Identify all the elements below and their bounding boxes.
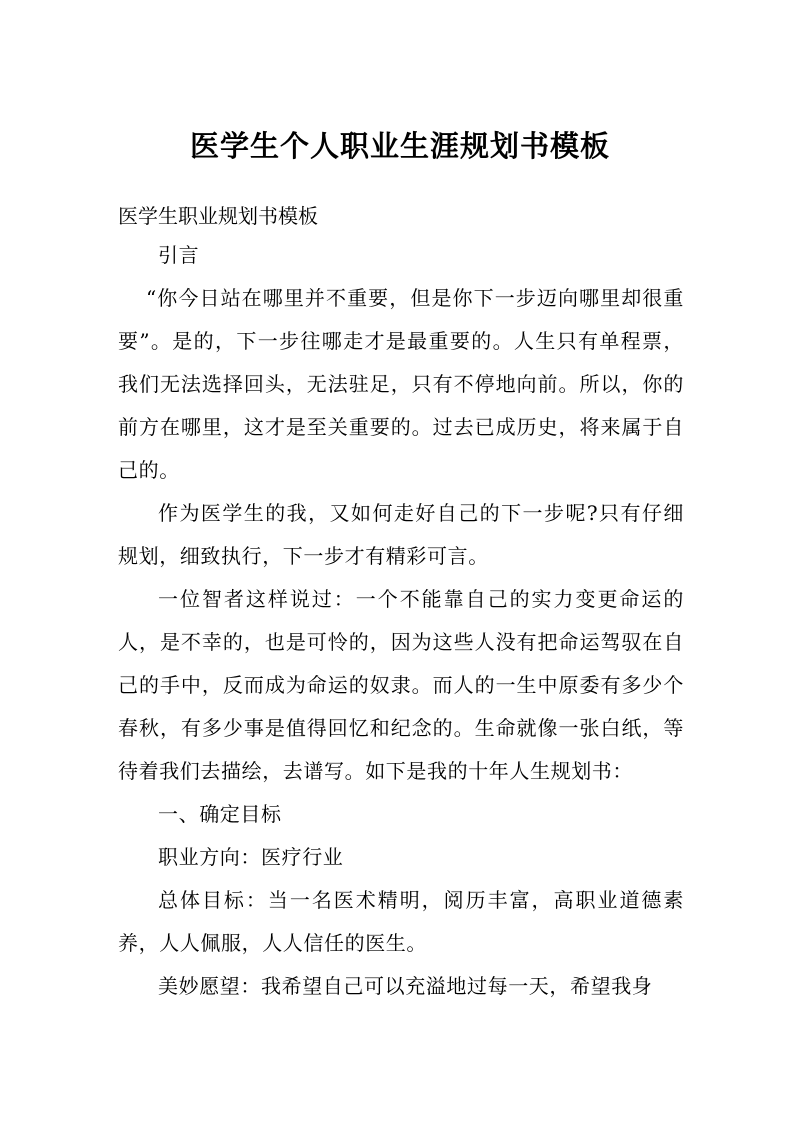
- document-subtitle: 医学生职业规划书模板: [118, 204, 318, 228]
- paragraph-wishes: 美妙愿望：我希望自己可以充溢地过每一天，希望我身: [158, 974, 653, 998]
- section-heading-introduction: 引言: [158, 243, 200, 267]
- document-body: [118, 234, 684, 1008]
- document-title: 医学生个人职业生涯规划书模板: [189, 129, 610, 163]
- paragraph-quote: “你今日站在哪里并不重要，但是你下一步迈向哪里却很重要”。是的，下一步往哪走才是最重要的。人生只有单程票，我们无法选择回头，无法驻足，只有不停地向前。所以，你的前方在哪里，这才是至关重要的。过去已成历史，将来属于自己的。: [118, 286, 684, 482]
- paragraph-next-step: 作为医学生的我，又如何走好自己的下一步呢?只有仔细规划，细致执行，下一步才有精彩可言。: [118, 501, 684, 568]
- paragraph-overall-goal: 总体目标：当一名医术精明，阅历丰富，高职业道德素养，人人佩服，人人信任的医生。: [118, 888, 684, 955]
- paragraph-career-direction: 职业方向：医疗行业: [158, 845, 344, 869]
- paragraph-wise-man: 一位智者这样说过：一个不能靠自己的实力变更命运的人，是不幸的，也是可怜的，因为这些人没有把命运驾驭在自己的手中，反而成为命运的奴隶。而人的一生中原委有多少个春秋，有多少事是值得回忆和纪念的。生命就像一张白纸，等待着我们去描绘，去谱写。如下是我的十年人生规划书：: [118, 587, 684, 783]
- section-heading-goals: 一、确定目标: [158, 802, 282, 826]
